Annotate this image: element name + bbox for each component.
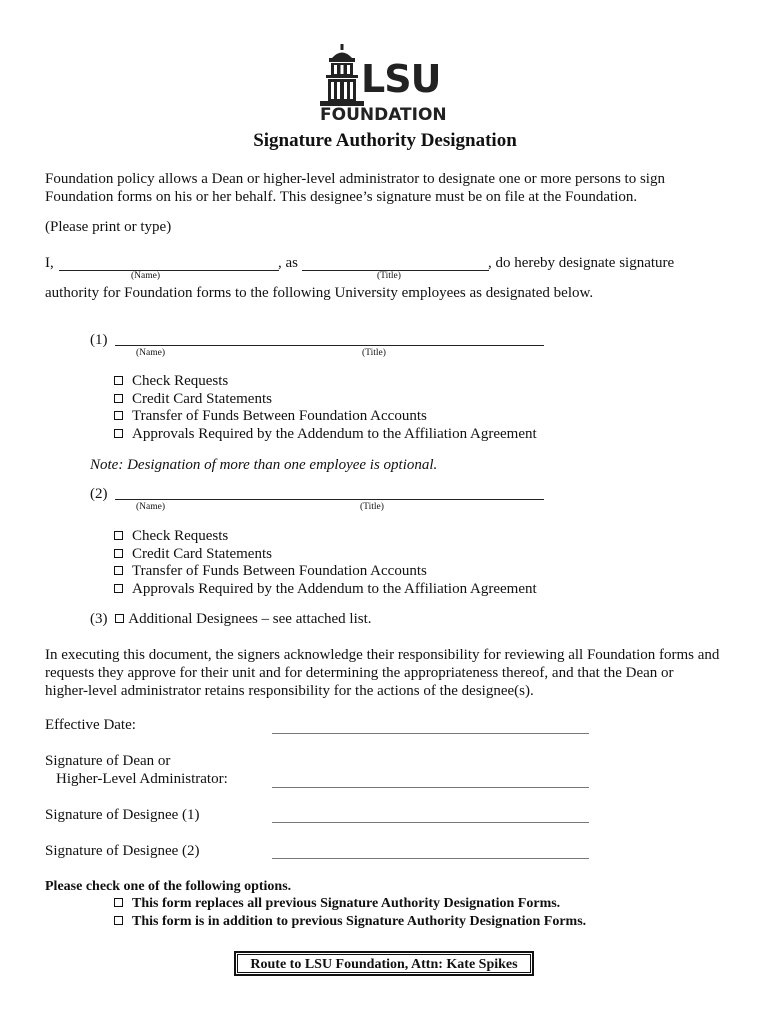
options-heading: Please check one of the following options. xyxy=(45,879,292,894)
checkbox[interactable] xyxy=(114,916,123,925)
page-title: Signature Authority Designation xyxy=(253,130,517,151)
designee-2-option-check-requests[interactable] xyxy=(114,527,228,545)
routing-box xyxy=(234,951,534,976)
acknowledgement-line-3: higher-level administrator retains responsibility for the actions of the designee(s). xyxy=(45,683,534,699)
option-label: This form is in addition to previous Signature Authority Designation Forms. xyxy=(132,914,587,929)
print-note: (Please print or type) xyxy=(45,219,172,235)
effective-date-label: Effective Date: xyxy=(45,717,136,733)
checkbox[interactable] xyxy=(114,898,123,907)
designee-3-row[interactable] xyxy=(90,610,372,628)
designee-1-option-check-requests[interactable] xyxy=(114,372,228,390)
designee-3-label: Additional Designees – see attached list. xyxy=(128,611,372,627)
designee-2-option-credit-card[interactable] xyxy=(114,545,272,563)
checkbox[interactable] xyxy=(114,566,123,575)
logo-subtitle: FOUNDATION xyxy=(320,105,447,125)
logo-brand: LSU xyxy=(361,57,441,101)
designator-name-caption: (Name) xyxy=(131,271,161,281)
designee-2-signature-field[interactable] xyxy=(272,858,589,859)
designee-1-name-caption: (Name) xyxy=(136,348,166,358)
option-label: Check Requests xyxy=(132,528,229,544)
option-label: Check Requests xyxy=(132,373,229,389)
option-label: Credit Card Statements xyxy=(132,391,272,407)
designation-prefix: I, xyxy=(45,255,54,271)
option-label: Credit Card Statements xyxy=(132,546,272,562)
checkbox[interactable] xyxy=(115,614,124,623)
dean-signature-label-2: Higher-Level Administrator: xyxy=(56,771,228,787)
option-label: Approvals Required by the Addendum to the Affiliation Agreement xyxy=(132,581,537,597)
designator-title-caption: (Title) xyxy=(377,271,401,281)
acknowledgement-line-1: In executing this document, the signers acknowledge their responsibility for reviewing all Foundation forms and xyxy=(45,647,720,663)
designee-2-signature-label: Signature of Designee (2) xyxy=(45,843,200,859)
dean-signature-label-1: Signature of Dean or xyxy=(45,753,171,769)
option-in-addition[interactable] xyxy=(114,913,586,931)
checkbox[interactable] xyxy=(114,376,123,385)
designation-line-2: authority for Foundation forms to the following University employees as designated below. xyxy=(45,285,594,301)
checkbox[interactable] xyxy=(114,411,123,420)
designation-suffix: , do hereby designate signature xyxy=(488,255,675,271)
checkbox[interactable] xyxy=(114,429,123,438)
effective-date-field[interactable] xyxy=(272,733,589,734)
routing-box-inner xyxy=(237,954,531,973)
option-replaces[interactable] xyxy=(114,895,560,913)
designee-1-signature-field[interactable] xyxy=(272,822,589,823)
designee-1-signature-label: Signature of Designee (1) xyxy=(45,807,200,823)
option-label: Transfer of Funds Between Foundation Accounts xyxy=(132,563,427,579)
option-label: This form replaces all previous Signature Authority Designation Forms. xyxy=(132,896,561,911)
intro-line-1: Foundation policy allows a Dean or higher-level administrator to designate one or more persons to sign xyxy=(45,171,665,187)
option-label: Approvals Required by the Addendum to the Affiliation Agreement xyxy=(132,426,537,442)
designee-2-option-approvals[interactable] xyxy=(114,580,537,598)
designator-name-field[interactable] xyxy=(59,270,279,271)
designee-2-name-title-field[interactable] xyxy=(115,499,544,500)
designee-1-option-credit-card[interactable] xyxy=(114,390,272,408)
dean-signature-field[interactable] xyxy=(272,787,589,788)
designee-1-number: (1) xyxy=(90,332,108,348)
checkbox[interactable] xyxy=(114,584,123,593)
checkbox[interactable] xyxy=(114,549,123,558)
designee-2-title-caption: (Title) xyxy=(360,502,384,512)
designee-1-name-title-field[interactable] xyxy=(115,345,544,346)
designee-1-option-transfer[interactable] xyxy=(114,407,427,425)
tower-icon xyxy=(318,44,366,106)
routing-text: Route to LSU Foundation, Attn: Kate Spikes xyxy=(250,957,518,972)
designee-2-name-caption: (Name) xyxy=(136,502,166,512)
designee-2-option-transfer[interactable] xyxy=(114,562,427,580)
optional-note: Note: Designation of more than one employee is optional. xyxy=(90,457,438,473)
acknowledgement-line-2: requests they approve for their unit and for determining the appropriateness thereof, and that the Dean or xyxy=(45,665,674,681)
intro-line-2: Foundation forms on his or her behalf. This designee’s signature must be on file at the Foundation. xyxy=(45,189,638,205)
designation-as: , as xyxy=(278,255,298,271)
designee-3-number: (3) xyxy=(90,611,108,627)
designee-1-title-caption: (Title) xyxy=(362,348,386,358)
option-label: Transfer of Funds Between Foundation Accounts xyxy=(132,408,427,424)
checkbox[interactable] xyxy=(114,531,123,540)
lsu-foundation-logo xyxy=(318,44,458,124)
checkbox[interactable] xyxy=(114,394,123,403)
designee-1-option-approvals[interactable] xyxy=(114,425,537,443)
designee-2-number: (2) xyxy=(90,486,108,502)
